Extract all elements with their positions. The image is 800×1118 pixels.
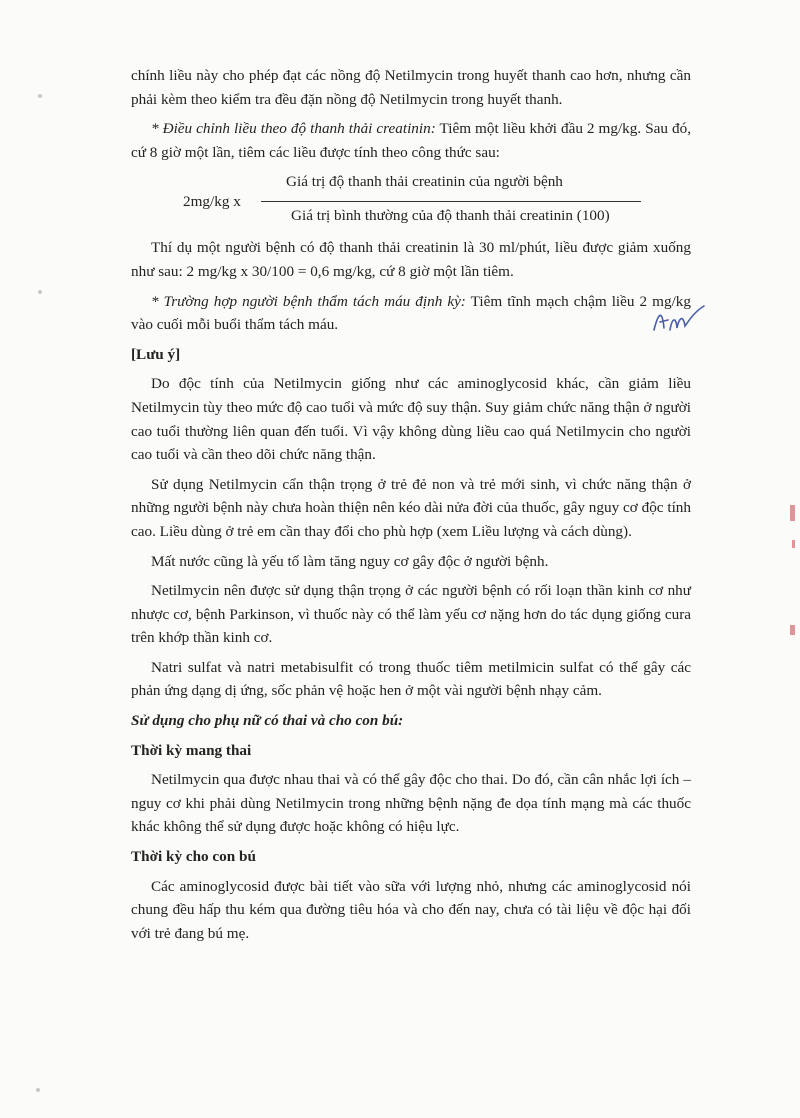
paragraph-sulfite: Natri sulfat và natri metabisulfit có trong thuốc tiêm metilmicin sulfat có thể gây các phản ứng dạng dị ứng, sốc phản vệ hoặc hen ở một vài người bệnh nhạy cảm.: [131, 658, 691, 700]
fraction-bar: [261, 201, 641, 202]
formula-denominator: Giá trị bình thường của độ thanh thải creatinin (100): [291, 207, 610, 225]
paragraph-pregnancy: Netilmycin qua được nhau thai và có thể gây độc cho thai. Do đó, cần cân nhắc lợi ích – nguy cơ khi phải dùng Netilmycin trong những bệnh nặng đe dọa tính mạng mà các thuốc khác không thể sử dụng được hoặc không có hiệu lực.: [131, 771, 691, 836]
heading-pregnancy-lactation: Sử dụng cho phụ nữ có thai và cho con bú:: [131, 712, 404, 730]
dialysis-label: * Trường hợp người bệnh thẩm tách máu định kỳ:: [151, 292, 466, 310]
scan-speck: [38, 94, 42, 98]
scan-speck: [38, 290, 42, 294]
document-body: [131, 64, 691, 951]
paragraph-dialysis: [131, 290, 691, 337]
heading-luu-y: [Lưu ý]: [131, 345, 181, 363]
paragraph-dose-note: chính liều này cho phép đạt các nồng độ Netilmycin trong huyết thanh cao hơn, nhưng cần phải kèm theo kiểm tra đều đặn nồng độ Netilmycin trong huyết thanh.: [131, 67, 691, 108]
formula-multiplier: 2mg/kg x: [183, 193, 241, 211]
stamp-edge-mark: [790, 505, 795, 521]
dose-formula: [131, 170, 691, 232]
handwritten-signature: [650, 300, 710, 340]
paragraph-neonates: Sử dụng Netilmycin cẩn thận trọng ở trẻ đẻ non và trẻ mới sinh, vì chức năng thận ở những người bệnh này chưa hoàn thiện nên kéo dài nửa đời của thuốc, gây nguy cơ độc tính cao. Liều dùng ở trẻ em cần thay đổi cho phù hợp (xem Liều lượng và cách dùng).: [131, 475, 691, 540]
heading-pregnancy: Thời kỳ mang thai: [131, 741, 252, 759]
paragraph-dehydration: Mất nước cũng là yếu tố làm tăng nguy cơ gây độc ở người bệnh.: [151, 552, 549, 570]
paragraph-toxicity: Do độc tính của Netilmycin giống như các aminoglycosid khác, cần giảm liều Netilmycin tùy theo mức độ cao tuổi và mức độ suy thận. Suy giảm chức năng thận ở người cao tuổi thường liên quan đến tuổi. Vì vậy không dùng liều cao quá Netilmycin cho người cao tuổi và cần theo dõi chức năng thận.: [131, 375, 691, 464]
paragraph-example: Thí dụ một người bệnh có độ thanh thải creatinin là 30 ml/phút, liều được giảm xuống như sau: 2 mg/kg x 30/100 = 0,6 mg/kg, cứ 8 giờ một lần tiêm.: [131, 239, 691, 280]
scan-speck: [36, 1088, 40, 1092]
paragraph-neuromuscular: Netilmycin nên được sử dụng thận trọng ở các người bệnh có rối loạn thần kinh cơ như nhược cơ, bệnh Parkinson, vì thuốc này có thể làm yếu cơ nặng hơn do tác dụng giống cura trên khớp thần kinh cơ.: [131, 582, 691, 647]
paragraph-lactation: Các aminoglycosid được bài tiết vào sữa với lượng nhỏ, nhưng các aminoglycosid nói chung đều hấp thu kém qua đường tiêu hóa và cho đến nay, chưa có tài liệu về độc hại đối với trẻ đang bú mẹ.: [131, 877, 691, 942]
dialysis-text: Tiêm tĩnh mạch chậm liều 2 mg/kg vào cuối mỗi buổi thẩm tách máu.: [131, 292, 691, 334]
stamp-edge-mark: [792, 540, 795, 548]
heading-lactation: Thời kỳ cho con bú: [131, 848, 256, 866]
formula-numerator: Giá trị độ thanh thải creatinin của người bệnh: [286, 173, 563, 191]
stamp-edge-mark: [790, 625, 795, 635]
paragraph-creatinine-adjustment: [131, 117, 691, 164]
creatinine-adjustment-label: * Điều chỉnh liều theo độ thanh thải creatinin:: [151, 120, 436, 138]
creatinine-adjustment-text: Tiêm một liều khởi đầu 2 mg/kg. Sau đó, cứ 8 giờ một lần, tiêm các liều được tính theo công thức sau:: [131, 120, 691, 161]
